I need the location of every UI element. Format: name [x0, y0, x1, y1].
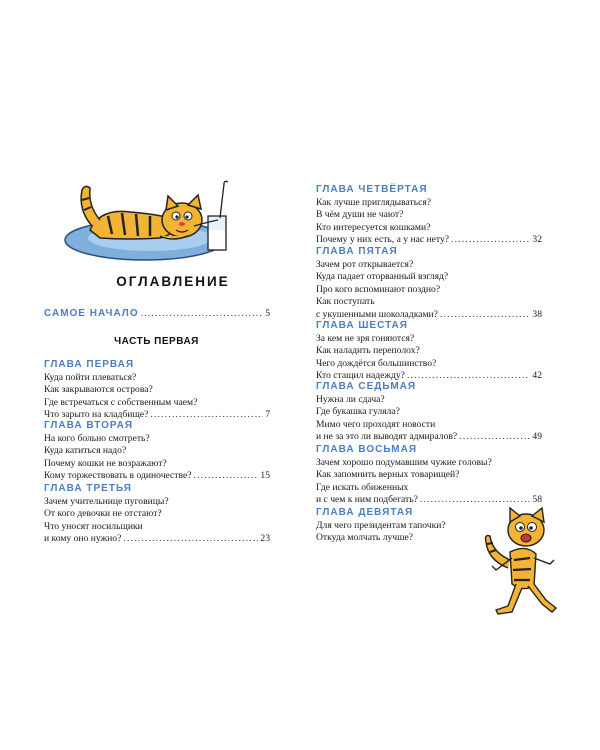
chapter-heading: ГЛАВА ЧЕТВЁРТАЯ — [316, 184, 428, 195]
leader-dots — [141, 308, 264, 319]
chapter-line: Что зарыто на кладбище? — [44, 409, 149, 421]
chapter-line: Куда катиться надо? — [44, 445, 127, 457]
chapter-line: Для чего президентам тапочки? — [316, 520, 446, 531]
leader-dots — [459, 431, 530, 443]
chapter-line: Кто интересуется кошками? — [316, 221, 431, 233]
chapter-line: На кого больно смотреть? — [44, 433, 150, 444]
page-number: 49 — [532, 431, 542, 443]
right-page — [300, 0, 600, 750]
chapter-line: Откуда молчать лучше? — [316, 532, 414, 544]
chapter-line: Про кого вспоминают поздно? — [316, 283, 441, 295]
chapter-line: Где встречаться с собственным чаем? — [44, 396, 198, 408]
chapter-line: Зачем рот открывается? — [316, 259, 414, 270]
chapter-line: Как поступать — [316, 296, 375, 308]
chapter-line: и с чем к ним подбегать? — [316, 494, 418, 506]
chapter-line: Как лучше приглядываться? — [316, 197, 431, 208]
chapter-line: Где букашка гуляла? — [316, 406, 400, 418]
chapter-line: Как наладить переполох? — [316, 345, 420, 357]
chapter-line: Куда пойти плеваться? — [44, 372, 137, 383]
chapter-heading: ГЛАВА ВТОРАЯ — [44, 420, 134, 431]
chapter-line: Кто стащил надежду? — [316, 370, 405, 382]
chapter-entry[interactable] — [316, 319, 542, 383]
toc-title: ОГЛАВЛЕНИЕ — [116, 274, 230, 289]
chapter-entry[interactable] — [44, 358, 270, 422]
chapter-line: За кем не зря гоняются? — [316, 333, 415, 344]
chapter-entry[interactable] — [316, 380, 542, 444]
page-number: 42 — [532, 370, 542, 382]
chapter-heading: ГЛАВА ТРЕТЬЯ — [44, 483, 132, 494]
leader-dots — [123, 533, 258, 545]
page-number: 7 — [265, 409, 270, 421]
chapter-line: Почему у них есть, а у нас нету? — [316, 234, 450, 246]
chapter-line: Как закрываются острова? — [44, 384, 153, 396]
lying-cat-illustration — [60, 178, 240, 268]
leader-dots — [193, 470, 258, 482]
chapter-heading: ГЛАВА ПЕРВАЯ — [44, 359, 135, 370]
chapter-line: Мимо чего проходят новости — [316, 418, 436, 430]
toc-start-entry[interactable] — [44, 308, 270, 319]
chapter-line: Чего дождётся большинство? — [316, 357, 437, 369]
chapter-line: В чём души не чают? — [316, 209, 404, 221]
chapter-line: с укушенными шоколадками? — [316, 308, 438, 320]
chapter-line: Зачем учительнице пуговицы? — [44, 496, 169, 507]
page-number: 23 — [260, 533, 270, 545]
chapter-line: Куда падает оторванный взгляд? — [316, 271, 449, 283]
chapter-heading: ГЛАВА ДЕВЯТАЯ — [316, 507, 414, 518]
chapter-entry[interactable] — [316, 245, 542, 321]
start-label: САМОЕ НАЧАЛО — [44, 308, 139, 319]
chapter-line: и кому оно нужно? — [44, 533, 122, 545]
chapter-heading: ГЛАВА ШЕСТАЯ — [316, 320, 408, 331]
chapter-line: Нужна ли сдача? — [316, 394, 385, 405]
page-number: 5 — [265, 308, 270, 319]
chapter-line: Где искать обиженных — [316, 481, 409, 493]
part-title: ЧАСТЬ ПЕРВАЯ — [114, 336, 199, 347]
chapter-entry[interactable] — [316, 443, 542, 507]
chapter-entry[interactable] — [44, 419, 270, 483]
chapter-line: Зачем хорошо подумавшим чужие головы? — [316, 457, 492, 468]
chapter-line: Почему кошки не возражают? — [44, 457, 167, 469]
chapter-line: Кому торжествовать в одиночестве? — [44, 470, 192, 482]
page-number: 32 — [532, 234, 542, 246]
chapter-entry[interactable] — [316, 183, 542, 247]
chapter-heading: ГЛАВА ВОСЬМАЯ — [316, 444, 418, 455]
chapter-line: От кого девочки не отстают? — [44, 508, 162, 520]
chapter-heading: ГЛАВА ПЯТАЯ — [316, 246, 398, 257]
page-number: 58 — [532, 494, 542, 506]
chapter-heading: ГЛАВА СЕДЬМАЯ — [316, 381, 417, 392]
running-cat-illustration — [478, 500, 570, 622]
chapter-line: Как запомнить верных товарищей? — [316, 469, 460, 481]
chapter-line: Что уносят носильщики — [44, 520, 143, 532]
chapter-line: и не за это ли выводят адмиралов? — [316, 431, 458, 443]
page-number: 38 — [532, 308, 542, 320]
page-number: 15 — [260, 470, 270, 482]
chapter-entry[interactable] — [44, 482, 270, 546]
